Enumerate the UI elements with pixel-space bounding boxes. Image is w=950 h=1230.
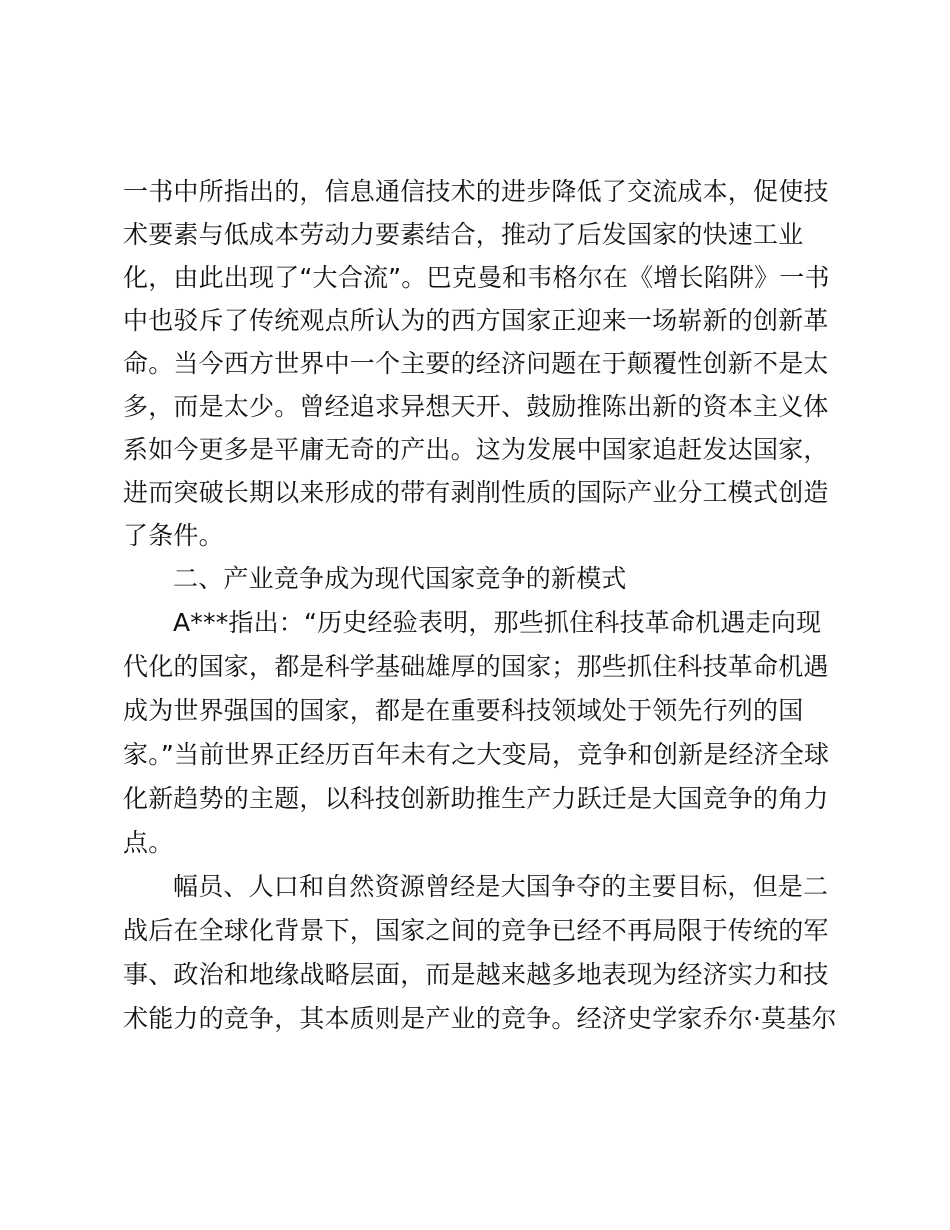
paragraph-line: 一书中所指出的，信息通信技术的进步降低了交流成本，促使技 [123,177,829,206]
paragraph-line: 了条件。 [123,521,224,550]
paragraph-line: 化新趋势的主题，以科技创新助推生产力跃迁是大国竞争的角力 [123,784,829,813]
paragraph-line: 点。 [123,828,174,857]
paragraph-line: 战后在全球化背景下，国家之间的竞争已经不再局限于传统的军 [123,916,829,945]
paragraph-line: 成为世界强国的国家，都是在重要科技领域处于领先行列的国 [123,696,804,725]
paragraph-line: 术要素与低成本劳动力要素结合，推动了后发国家的快速工业 [123,220,804,249]
paragraph-line: 进而突破长期以来形成的带有剥削性质的国际产业分工模式创造 [123,478,829,507]
paragraph-line: A***指出：“历史经验表明，那些抓住科技革命机遇走向现 [173,608,822,637]
paragraph-line: 代化的国家，都是科学基础雄厚的国家；那些抓住科技革命机遇 [123,652,829,681]
paragraph-line: 中也驳斥了传统观点所认为的西方国家正迎来一场崭新的创新革 [123,306,829,335]
paragraph-line: 系如今更多是平庸无奇的产出。这为发展中国家追赶发达国家， [123,435,829,464]
paragraph-line: 命。当今西方世界中一个主要的经济问题在于颠覆性创新不是太 [123,349,829,378]
section-heading: 二、产业竞争成为现代国家竞争的新模式 [173,564,627,593]
paragraph-line: 幅员、人口和自然资源曾经是大国争夺的主要目标，但是二 [173,872,829,901]
paragraph-line: 多，而是太少。曾经追求异想天开、鼓励推陈出新的资本主义体 [123,392,829,421]
paragraph-line: 术能力的竞争，其本质则是产业的竞争。经济史学家乔尔·莫基尔 [123,1004,837,1033]
paragraph-line: 化，由此出现了“大合流”。巴克曼和韦格尔在《增长陷阱》一书 [123,263,830,292]
paragraph-line: 家。”当前世界正经历百年未有之大变局，竞争和创新是经济全球 [123,740,830,769]
paragraph-line: 事、政治和地缘战略层面，而是越来越多地表现为经济实力和技 [123,960,829,989]
